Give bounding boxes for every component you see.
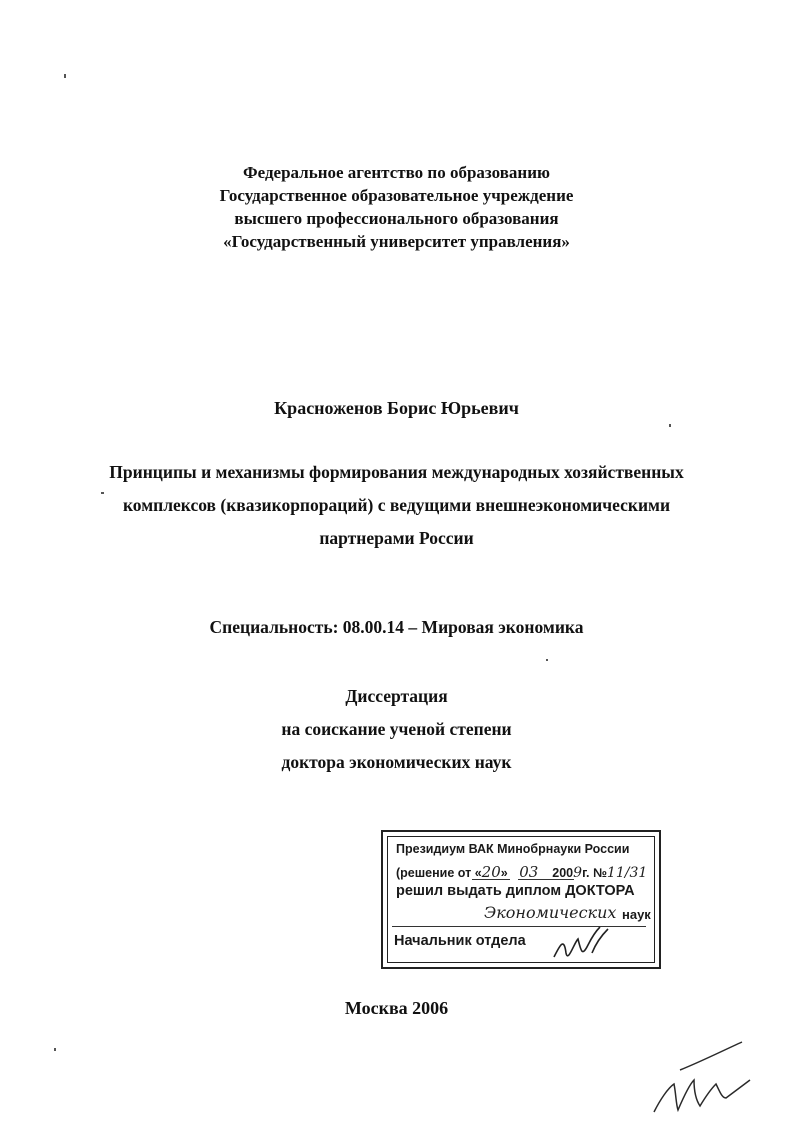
dissertation-title — [0, 456, 793, 555]
title-line-1: Принципы и механизмы формирования международных хозяйственных — [109, 462, 684, 482]
stamp-diploma-line: решил выдать диплом ДОКТОРА — [396, 883, 635, 899]
stamp-number-handwritten: 11/31 — [606, 865, 648, 881]
author-name: Красноженов Борис Юрьевич — [274, 398, 519, 418]
handwritten-signature — [650, 1040, 760, 1120]
stamp-inner-frame — [387, 836, 655, 963]
month-underline — [518, 879, 574, 880]
institution-line-3: высшего профессионального образования — [234, 209, 559, 228]
vak-approval-stamp — [381, 830, 661, 969]
institution-line-1: Федеральное агентство по образованию — [243, 163, 550, 182]
stamp-decision-prefix: (решение от « — [396, 866, 482, 880]
degree-line-2: на соискание ученой степени — [281, 719, 512, 739]
stamp-presidium-line: Президиум ВАК Минобрнауки России — [396, 842, 630, 856]
degree-line-1: Диссертация — [345, 686, 448, 706]
stamp-head-of-department: Начальник отдела — [394, 933, 526, 949]
institution-header — [0, 161, 793, 253]
stamp-year-digit-handwritten: 9 — [573, 865, 583, 881]
title-line-2: комплексов (квазикорпораций) с ведущими внешнеэкономическими — [122, 495, 671, 515]
stamp-month-handwritten: 03 — [519, 863, 539, 881]
stamp-day-handwritten: 20 — [481, 863, 501, 881]
degree-line-3: доктора экономических наук — [281, 752, 512, 772]
stamp-science-suffix: наук — [622, 907, 651, 922]
stamp-number-label: г. № — [582, 866, 607, 880]
institution-line-4: «Государственный университет управления» — [223, 232, 570, 251]
day-underline — [472, 879, 510, 880]
institution-line-2: Государственное образовательное учреждение — [219, 186, 574, 205]
city-year: Москва 2006 — [344, 998, 449, 1018]
title-line-3: партнерами России — [319, 528, 474, 548]
specialty-line: Специальность: 08.00.14 – Мировая экономика — [209, 617, 584, 637]
stamp-signature-image — [548, 923, 618, 967]
degree-block — [0, 680, 793, 779]
stamp-science-handwritten: Экономических — [484, 903, 617, 922]
stamp-quote-close: » — [500, 866, 508, 880]
stamp-year-prefix: 200 — [552, 866, 574, 880]
